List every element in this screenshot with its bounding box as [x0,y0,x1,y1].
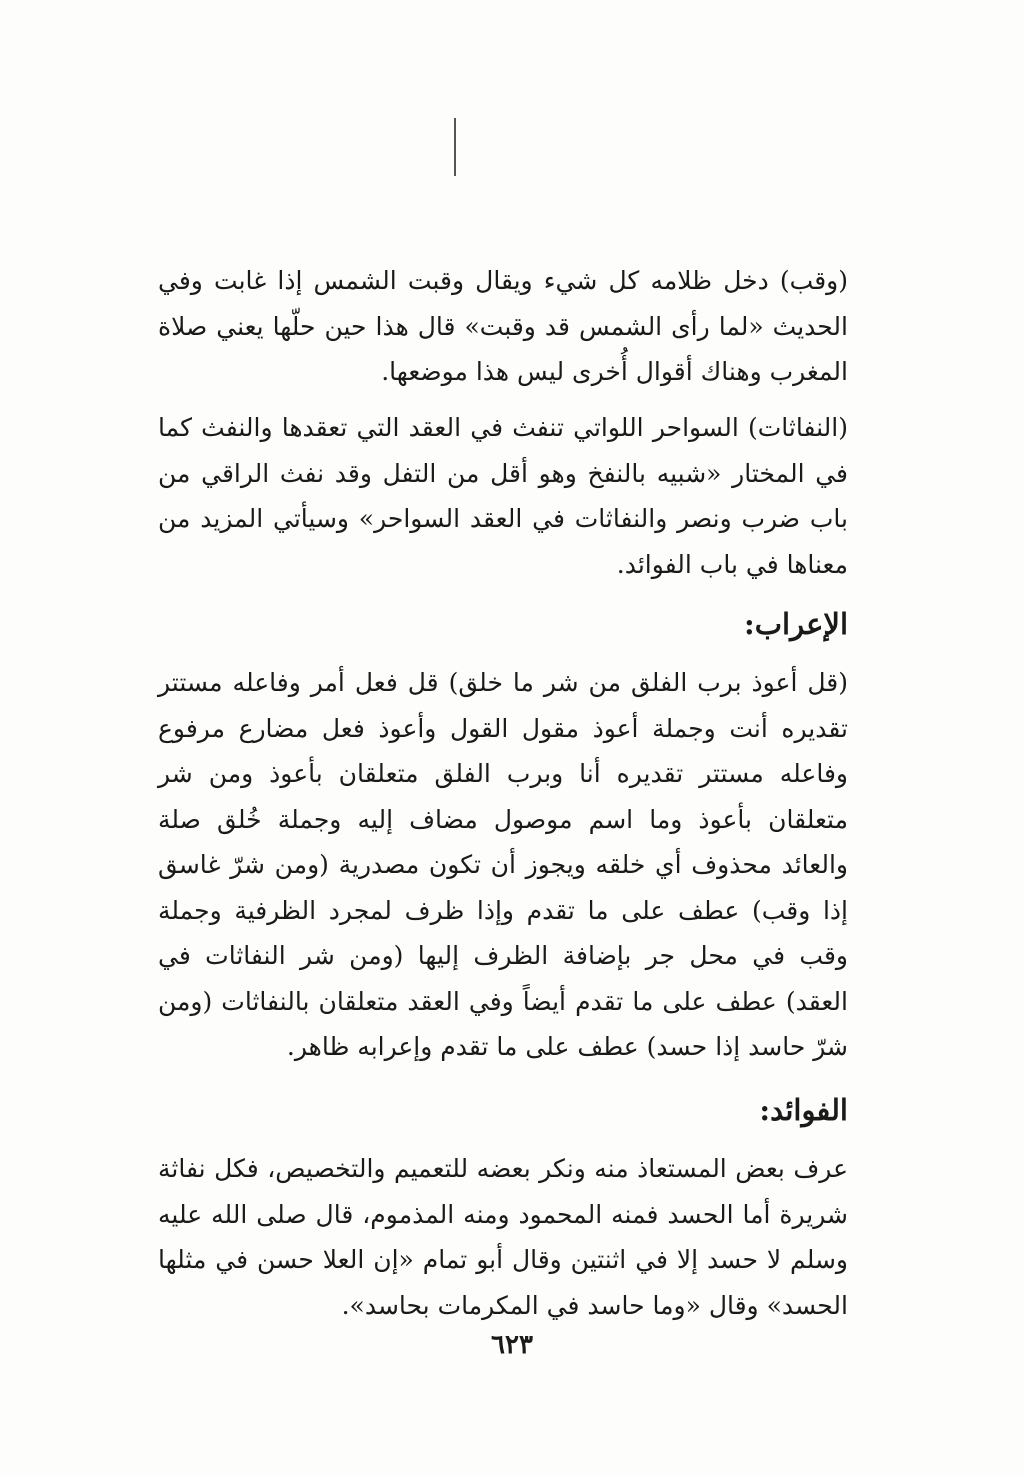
heading-text: الفوائد: [759,1093,848,1127]
fawaid-paragraph [158,1146,848,1328]
section-heading-irab [158,604,848,644]
section-heading-fawaid [158,1090,848,1130]
paragraph-text: (قل أعوذ برب الفلق من شر ما خلق) قل فعل أمر وفاعله مستتر تقديره أنت وجملة أعوذ مقول القول وأعوذ فعل مضارع مرفوع وفاعله مستتر تقديره أنا وبرب الفلق متعلقان بأعوذ ومن شر متعلقان بأعوذ وما اسم موصول مضاف إليه وجملة خُلق صلة والعائد محذوف أي خلقه ويجوز أن تكون مصدرية (ومن شرّ غاسق إذا وقب) عطف على ما تقدم وإذا ظرف لمجرد الظرفية وجملة وقب في محل جر بإضافة الظرف إليها (ومن شر النفاثات في العقد) عطف على ما تقدم أيضاً وفي العقد متعلقان بالنفاثات (ومن شرّ حاسد إذا حسد) عطف على ما تقدم وإعرابه ظاهر. [158,668,848,1061]
gutter-line [454,118,456,176]
page-number: ٦٢٣ [491,1330,533,1360]
vocabulary-paragraph-naffathat [158,405,848,587]
paragraph-text: (وقب) دخل ظلامه كل شيء ويقال وقبت الشمس إذا غابت وفي الحديث «لما رأى الشمس قد وقبت» قال هذا حين حلّها يعني صلاة المغرب وهناك أقوال أُخرى ليس هذا موضعها. [158,266,848,386]
paragraph-text: (النفاثات) السواحر اللواتي تنفث في العقد التي تعقدها والنفث كما في المختار «شبيه بالنفخ وهو أقل من التفل وقد نفث الراقي من باب ضرب ونصر والنفاثات في العقد السواحر» وسيأتي المزيد من معناها في باب الفوائد. [158,413,848,579]
paragraph-text: عرف بعض المستعاذ منه ونكر بعضه للتعميم والتخصيص، فكل نفاثة شريرة أما الحسد فمنه المحمود ومنه المذموم، قال صلى الله عليه وسلم لا حسد إلا في اثنتين وقال أبو تمام «إن العلا حسن في مثلها الحسد» وقال «وما حاسد في المكرمات بحاسد». [158,1154,848,1320]
heading-text: الإعراب: [744,607,848,641]
vocabulary-paragraph-waqab [158,258,848,395]
irab-paragraph [158,660,848,1070]
